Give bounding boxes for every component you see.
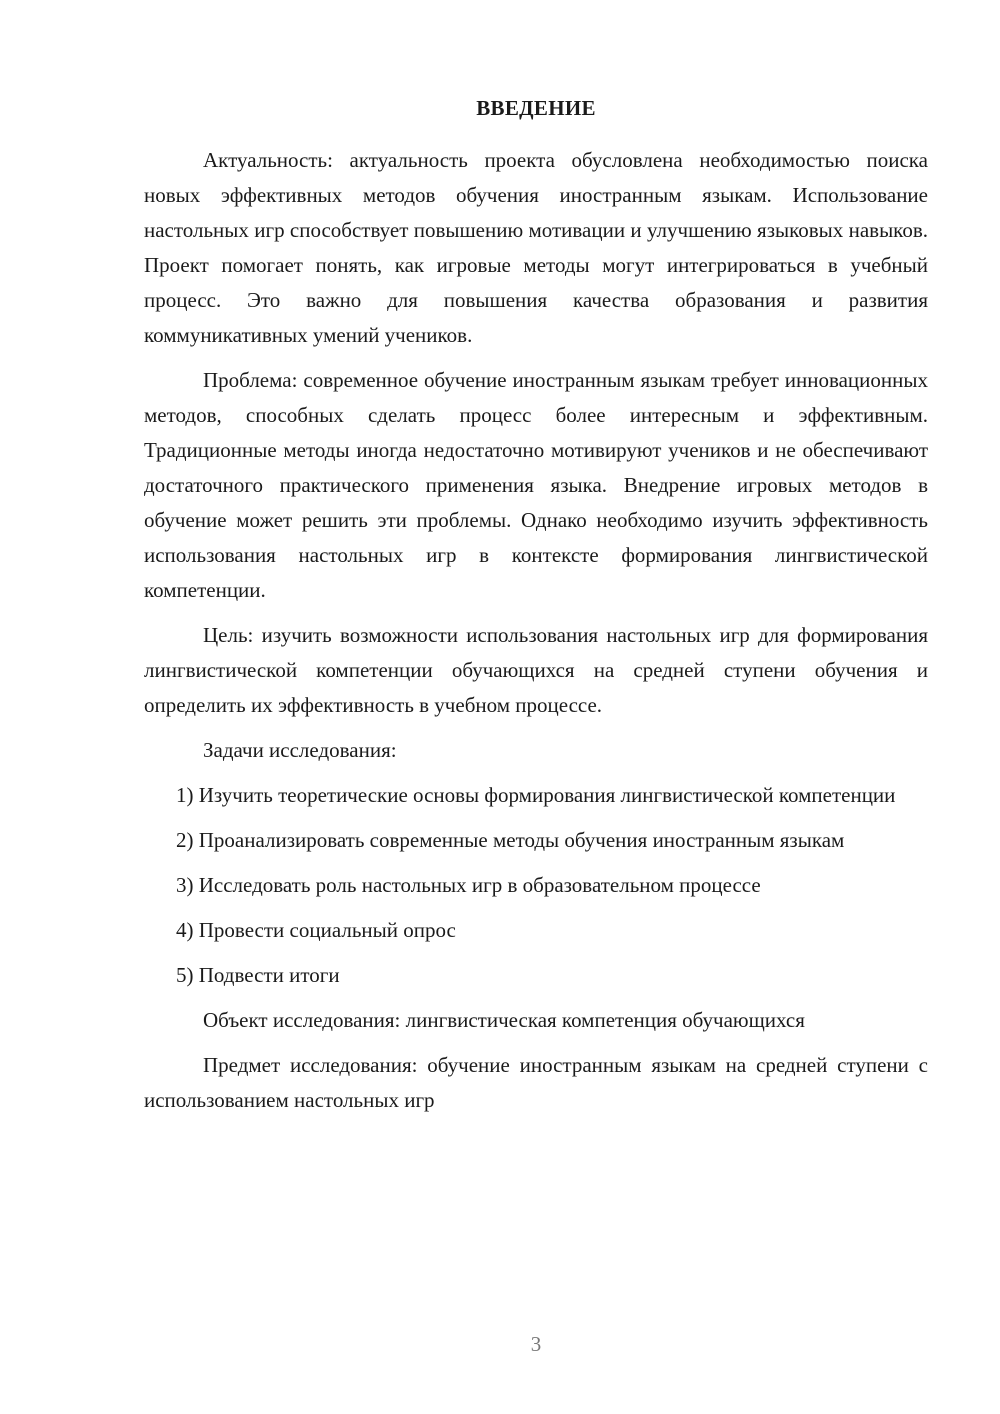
research-object: Объект исследования: лингвистическая компетенция обучающихся [203, 1008, 805, 1032]
task-item-5: 5) Подвести итоги [176, 963, 340, 987]
task-item-1: 1) Изучить теоретические основы формирования лингвистической компетенции [176, 783, 896, 807]
task-item-2: 2) Проанализировать современные методы обучения иностранным языкам [176, 828, 845, 852]
paragraph-problem: Проблема: современное обучение иностранным языкам требует инновационных методов, способных сделать процесс более интересным и эффективным. Традиционные методы иногда недостаточно мотивируют учеников и не обеспечивают достаточного практического применения языка. Внедрение игровых методов в обучение может решить эти проблемы. Однако необходимо изучить эффективность использования настольных игр в контексте формирования лингвистической компетенции. [144, 368, 928, 602]
paragraph-goal: Цель: изучить возможности использования настольных игр для формирования лингвистической компетенции обучающихся на средней ступени обучения и определить их эффективность в учебном процессе. [144, 623, 928, 717]
task-item-4: 4) Провести социальный опрос [176, 918, 456, 942]
page-number: 3 [530, 1332, 542, 1356]
document-body [144, 143, 928, 1128]
paragraph-relevance: Актуальность: актуальность проекта обусловлена необходимостью поиска новых эффективных методов обучения иностранным языкам. Использование настольных игр способствует повышению мотивации и улучшению языковых навыков. Проект помогает понять, как игровые методы могут интегрироваться в учебный процесс. Это важно для повышения качества образования и развития коммуникативных умений учеников. [144, 148, 928, 347]
page-title: ВВЕДЕНИЕ [476, 96, 596, 120]
tasks-heading: Задачи исследования: [203, 738, 397, 762]
task-item-3: 3) Исследовать роль настольных игр в образовательном процессе [176, 873, 761, 897]
research-subject: Предмет исследования: обучение иностранным языкам на средней ступени с использованием настольных игр [144, 1053, 928, 1112]
